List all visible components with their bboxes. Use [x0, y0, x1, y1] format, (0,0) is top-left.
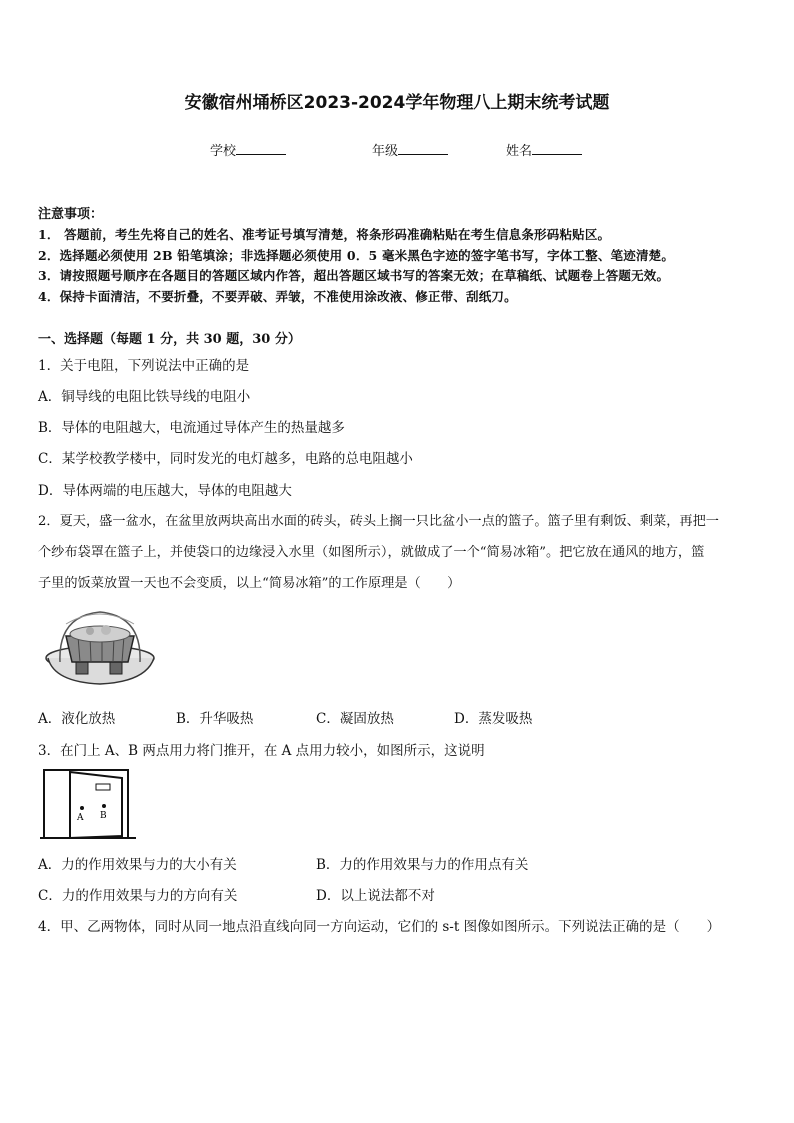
question-1-stem: 1．关于电阻，下列说法中正确的是	[38, 358, 250, 374]
q1-option-c[interactable]: C．某学校教学楼中，同时发光的电灯越多，电路的总电阻越小	[38, 451, 413, 467]
door-point-b-label: B	[100, 811, 107, 821]
notice-item: 4．保持卡面清洁，不要折叠，不要弄破、弄皱，不准使用涂改液、修正带、刮纸刀。	[38, 289, 517, 304]
notice-item: 3．请按照题号顺序在各题目的答题区域内作答，超出答题区域书写的答案无效；在草稿纸、试题卷上答题无效。	[38, 268, 670, 283]
grade-field	[372, 140, 448, 159]
q1-option-d[interactable]: D．导体两端的电压越大，导体的电阻越大	[38, 483, 292, 499]
q2-option-a[interactable]: A．液化放热	[38, 711, 116, 727]
q1-option-a[interactable]: A．铜导线的电阻比铁导线的电阻小	[38, 389, 251, 405]
q1-option-b[interactable]: B．导体的电阻越大，电流通过导体产生的热量越多	[38, 420, 345, 436]
q3-option-c[interactable]: C．力的作用效果与力的方向有关	[38, 888, 238, 904]
q3-option-b[interactable]: B．力的作用效果与力的作用点有关	[316, 857, 529, 873]
q2-option-d[interactable]: D．蒸发吸热	[454, 711, 533, 727]
door-figure	[40, 764, 136, 842]
question-3-stem: 3．在门上 A、B 两点用力将门推开，在 A 点用力较小，如图所示，这说明	[38, 743, 485, 759]
q3-option-d[interactable]: D．以上说法都不对	[316, 888, 435, 904]
grade-label: 年级	[372, 144, 399, 159]
school-label: 学校	[210, 144, 237, 159]
grade-blank[interactable]	[398, 142, 448, 155]
notice-item: 2．选择题必须使用 2B 铅笔填涂；非选择题必须使用 0．5 毫米黑色字迹的签字笔书写，字体工整、笔迹清楚。	[38, 248, 675, 263]
q2-option-c[interactable]: C．凝固放热	[316, 711, 394, 727]
school-field	[210, 140, 286, 159]
notice-heading: 注意事项：	[38, 207, 104, 222]
name-field	[506, 140, 582, 159]
notice-item: 1． 答题前，考生先将自己的姓名、准考证号填写清楚，将条形码准确粘贴在考生信息条形码粘贴区。	[38, 227, 611, 242]
section-heading: 一、选择题（每题 1 分，共 30 题，30 分）	[38, 332, 301, 347]
q2-option-b[interactable]: B．升华吸热	[176, 711, 254, 727]
q3-option-a[interactable]: A．力的作用效果与力的大小有关	[38, 857, 237, 873]
question-2-stem-line2: 个纱布袋罩在篮子上，并使袋口的边缘浸入水里（如图所示），就做成了一个“简易冰箱”。把它放在通风的地方，篮	[38, 545, 705, 560]
page-title: 安徽宿州埇桥区2023-2024学年物理八上期末统考试题	[184, 93, 610, 113]
basket-fridge-figure	[44, 606, 160, 690]
question-4-stem: 4．甲、乙两物体，同时从同一地点沿直线向同一方向运动，它们的 s-t 图像如图所示。下列说法正确的是（ ）	[38, 919, 721, 935]
question-2-stem-line1: 2．夏天，盛一盆水，在盆里放两块高出水面的砖头，砖头上搁一只比盆小一点的篮子。篮子里有剩饭、剩菜，再把一	[38, 514, 719, 529]
school-blank[interactable]	[236, 142, 286, 155]
name-blank[interactable]	[532, 142, 582, 155]
name-label: 姓名	[506, 144, 533, 159]
question-2-stem-line3: 子里的饭菜放置一天也不会变质，以上“简易冰箱”的工作原理是（ ）	[38, 576, 461, 591]
door-point-a-label: A	[77, 813, 84, 823]
